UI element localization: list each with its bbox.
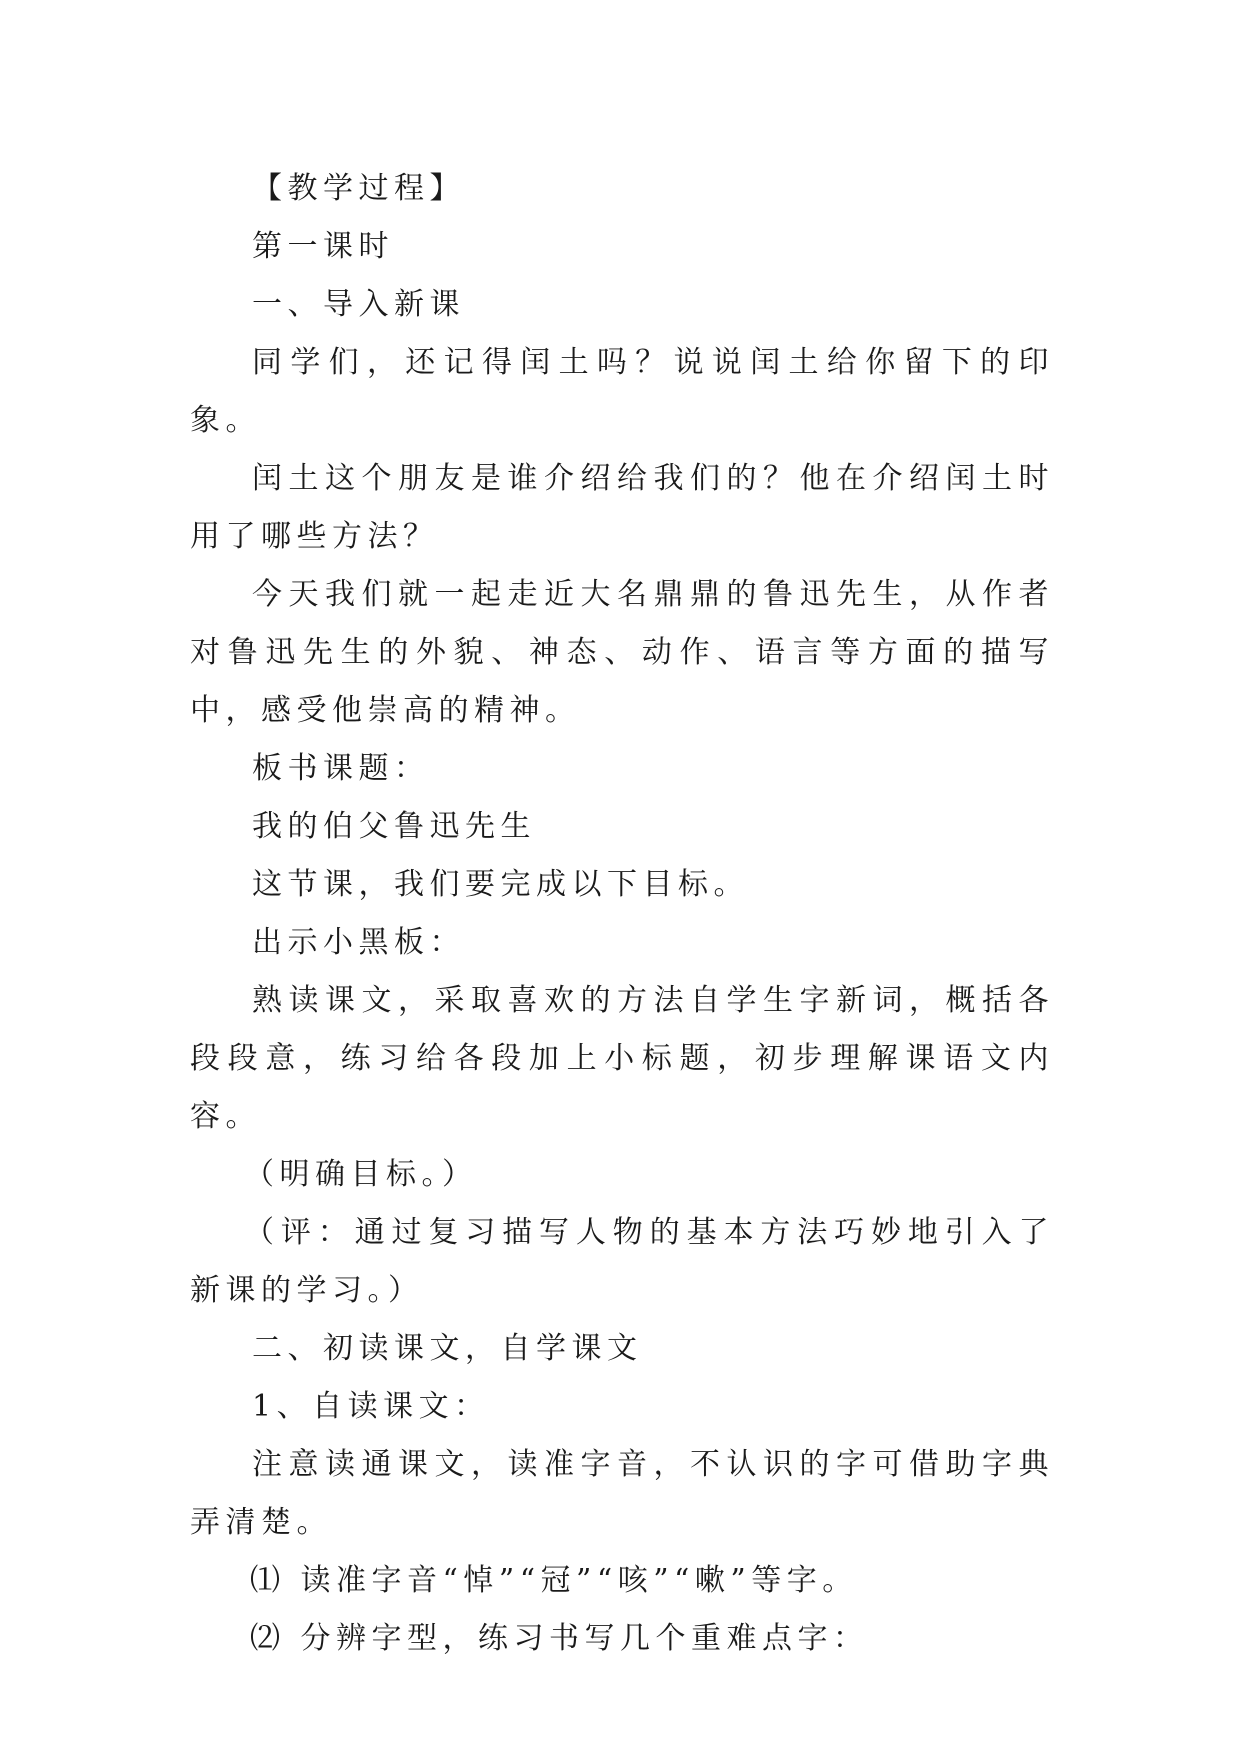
paragraph: 板书课题： — [252, 751, 430, 786]
document-body — [190, 160, 1054, 1668]
paragraph: 熟读课文，采取喜欢的方法自学生字新词，概括各段段意，练习给各段加上小标题，初步理解课语文内容。 — [190, 983, 1054, 1134]
paragraph: 今天我们就一起走近大名鼎鼎的鲁迅先生，从作者对鲁迅先生的外貌、神态、动作、语言等方面的描写中，感受他崇高的精神。 — [190, 577, 1054, 728]
step-heading: 一、导入新课 — [252, 287, 465, 322]
list-item: ⑵ 分辨字型，练习书写几个重难点字： — [250, 1621, 869, 1656]
step-heading: 二、初读课文，自学课文 — [252, 1331, 643, 1366]
sub-heading: 1、自读课文： — [252, 1389, 490, 1424]
comment: （评：通过复习描写人物的基本方法巧妙地引入了新课的学习。） — [190, 1215, 1054, 1308]
paragraph: 闰土这个朋友是谁介绍给我们的？他在介绍闰土时用了哪些方法？ — [190, 461, 1054, 554]
list-item: ⑴ 读准字音“悼”“冠”“咳”“嗽”等字。 — [250, 1563, 858, 1598]
paragraph: 注意读通课文，读准字音，不认识的字可借助字典弄清楚。 — [190, 1447, 1054, 1540]
lesson-title: 我的伯父鲁迅先生 — [252, 809, 536, 844]
paragraph: （明确目标。） — [244, 1157, 478, 1192]
paragraph: 这节课，我们要完成以下目标。 — [252, 867, 749, 902]
section-heading: 【教学过程】 — [252, 171, 465, 206]
paragraph: 出示小黑板： — [252, 925, 465, 960]
paragraph: 同学们，还记得闰土吗？说说闰土给你留下的印象。 — [190, 345, 1054, 438]
lesson-period: 第一课时 — [252, 229, 394, 264]
